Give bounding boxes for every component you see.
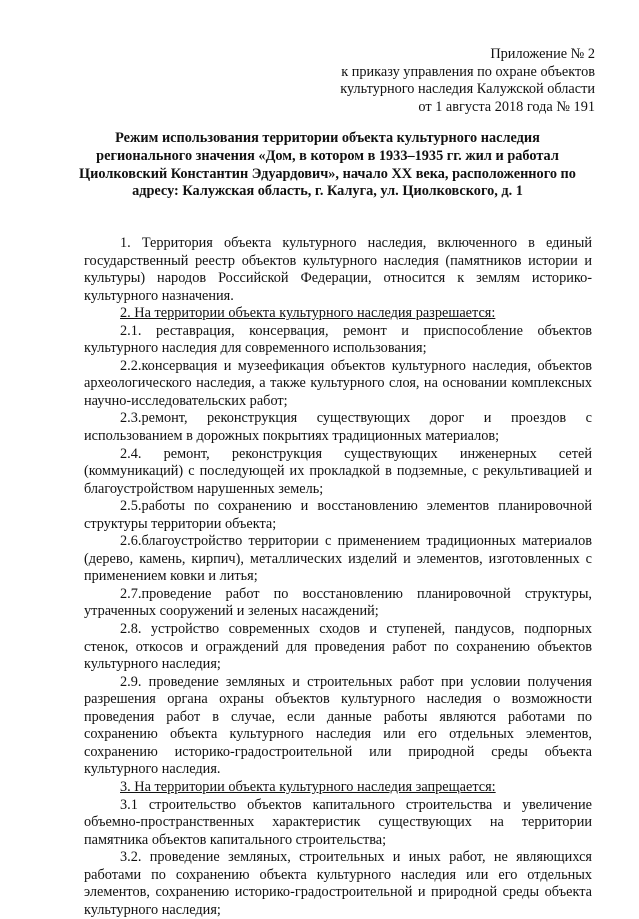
title-line: адресу: Калужская область, г. Калуга, ул. Циолковского, д. 1 bbox=[132, 183, 523, 200]
document-body bbox=[84, 235, 592, 919]
paragraph-2-7: 2.7.проведение работ по восстановлению планировочной структуры, утраченных сооружений и зеленых насаждений; bbox=[84, 585, 592, 620]
appendix-authority-line: культурного наследия Калужской области bbox=[340, 81, 595, 98]
paragraph-2-6: 2.6.благоустройство территории с применением традиционных материалов (дерево, камень, кирпич), металлических изделий и элементов, изготовленных с применением ковки и литья; bbox=[84, 533, 592, 585]
title-line: Режим использования территории объекта культурного наследия bbox=[115, 130, 540, 146]
appendix-header bbox=[265, 46, 595, 116]
title-line: регионального значения «Дом, в котором в 1933–1935 гг. жил и работал bbox=[96, 147, 559, 164]
document-title bbox=[60, 130, 595, 201]
paragraph-3-2: 3.2. проведение земляных, строительных и иных работ, не являющихся работами по сохранению объекта культурного наследия или его отдельных элементов, сохранению историко-градостроительной и природной среды объекта культурного наследия; bbox=[84, 849, 592, 918]
paragraph-1: 1. Территория объекта культурного наследия, включенного в единый государственный реестр объектов культурного наследия (памятников истории и культуры) народов Российской Федерации, относится к землям историко-культурного назначения. bbox=[84, 235, 592, 304]
paragraph-2-2: 2.2.консервация и музеефикация объектов культурного наследия, объектов археологического наследия, а также культурного слоя, на основании комплексных научно-исследовательских работ; bbox=[84, 357, 592, 409]
appendix-number: Приложение № 2 bbox=[490, 46, 595, 62]
paragraph-2-9: 2.9. проведение земляных и строительных работ при условии получения разрешения органа охраны объектов культурного наследия о возможности проведения работ в случае, если данные работы являются работами по сохранению объекта культурного наследия или его отдельных элементов, сохранению историко-градостроительной или природной среды объекта культурного наследия. bbox=[84, 673, 592, 778]
section-3-heading: 3. На территории объекта культурного наследия запрещается: bbox=[120, 778, 496, 795]
paragraph-3-1: 3.1 строительство объектов капитального строительства и увеличение объемно-пространственных характеристик существующих на территории памятника объектов капитального строительства; bbox=[84, 796, 592, 848]
title-line: Циолковский Константин Эдуардович», начало XX века, расположенного по bbox=[79, 165, 576, 182]
section-2-heading: 2. На территории объекта культурного наследия разрешается: bbox=[120, 305, 496, 322]
appendix-order-line: к приказу управления по охране объектов bbox=[341, 63, 595, 80]
paragraph-2-1: 2.1. реставрация, консервация, ремонт и приспособление объектов культурного наследия для современного использования; bbox=[84, 322, 592, 357]
paragraph-2-8: 2.8. устройство современных сходов и ступеней, пандусов, подпорных стенок, откосов и ограждений для проведения работ по сохранению объектов культурного наследия; bbox=[84, 621, 592, 673]
paragraph-2-4: 2.4. ремонт, реконструкция существующих инженерных сетей (коммуникаций) с последующей их прокладкой в подземные, с рекультивацией и благоустройством нарушенных земель; bbox=[84, 445, 592, 497]
paragraph-2-5: 2.5.работы по сохранению и восстановлению элементов планировочной структуры территории объекта; bbox=[84, 498, 592, 532]
paragraph-2-3: 2.3.ремонт, реконструкция существующих дорог и проездов с использованием в дорожных покрытиях традиционных материалов; bbox=[84, 410, 592, 445]
appendix-date-line: от 1 августа 2018 года № 191 bbox=[418, 98, 595, 115]
